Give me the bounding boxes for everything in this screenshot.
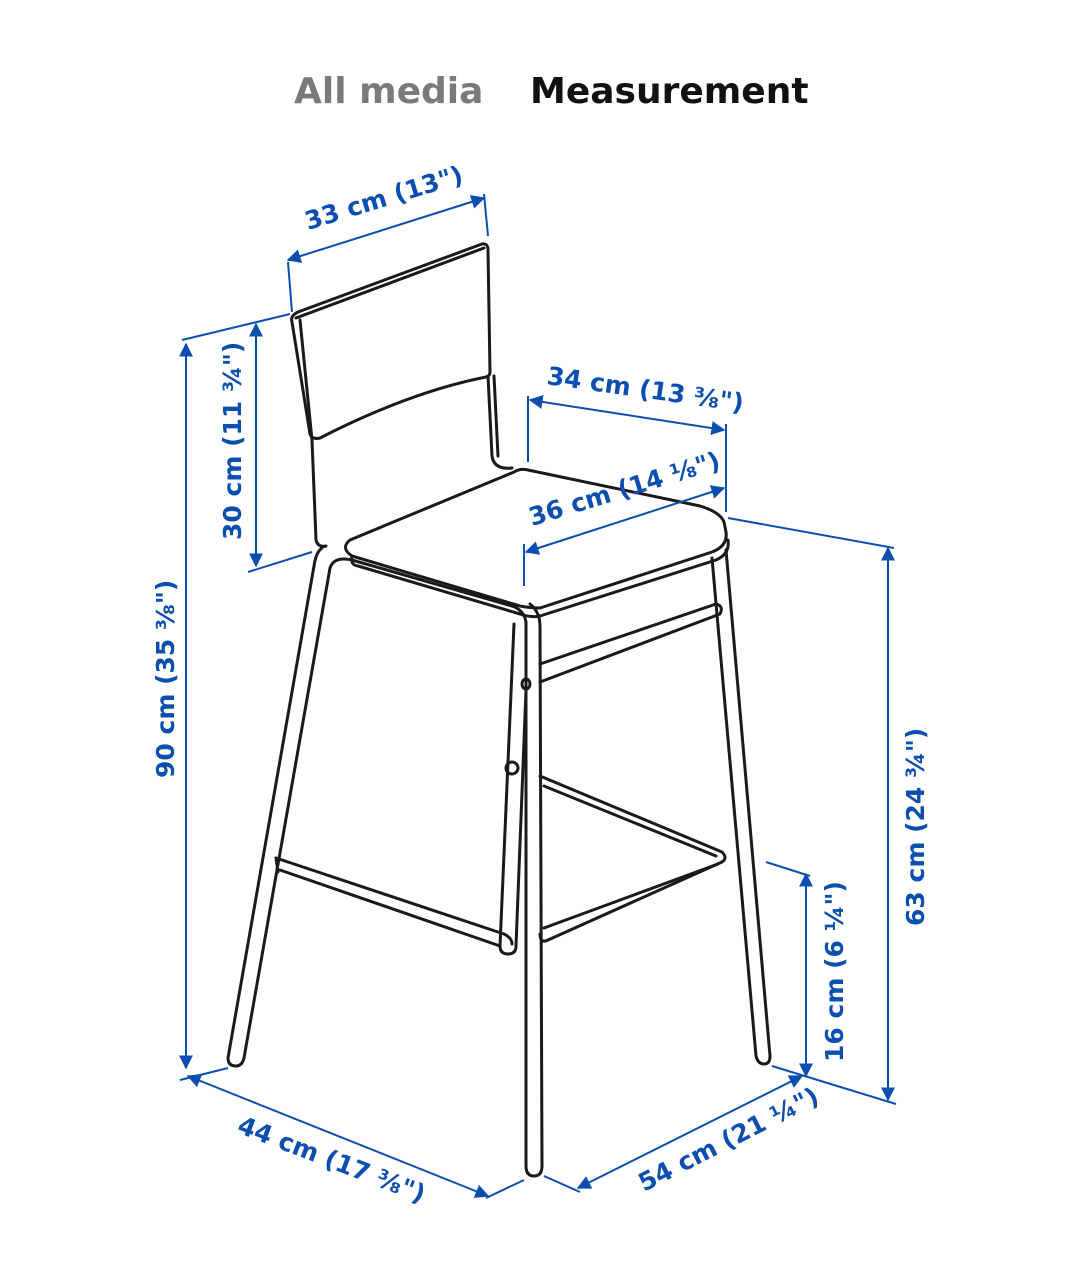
tab-all-media[interactable]: All media: [294, 71, 484, 112]
label-base-depth: 54 cm (21 ¼"): [633, 1081, 824, 1198]
dim-ext-base-mid: [486, 1180, 524, 1198]
dim-ext-seat-height-top: [728, 518, 894, 548]
label-backrest-height: 30 cm (11 ¾"): [218, 341, 247, 540]
dim-ext-seat-back: [248, 552, 312, 572]
dim-ext-backrest-left: [288, 262, 292, 312]
label-total-height: 90 cm (35 ⅜"): [151, 579, 180, 778]
label-footrest-height: 16 cm (6 ¼"): [820, 881, 849, 1062]
label-backrest-width: 33 cm (13"): [301, 160, 467, 236]
label-seat-depth-top: 34 cm (13 ⅜"): [545, 361, 746, 418]
dim-ext-base-depth-left: [544, 1176, 580, 1192]
dim-ext-top: [182, 314, 290, 340]
dim-ext-backrest-right: [484, 194, 488, 236]
dim-line-base-width: [188, 1076, 488, 1196]
dim-ext-footrest-top: [766, 862, 810, 876]
label-base-width: 44 cm (17 ⅜"): [233, 1110, 430, 1209]
dim-ext-base-left: [180, 1068, 228, 1080]
tab-measurement[interactable]: Measurement: [530, 71, 809, 112]
label-seat-height: 63 cm (24 ¾"): [901, 727, 930, 926]
dimension-lines: [180, 194, 896, 1198]
label-seat-width: 36 cm (14 ⅛"): [525, 446, 724, 532]
